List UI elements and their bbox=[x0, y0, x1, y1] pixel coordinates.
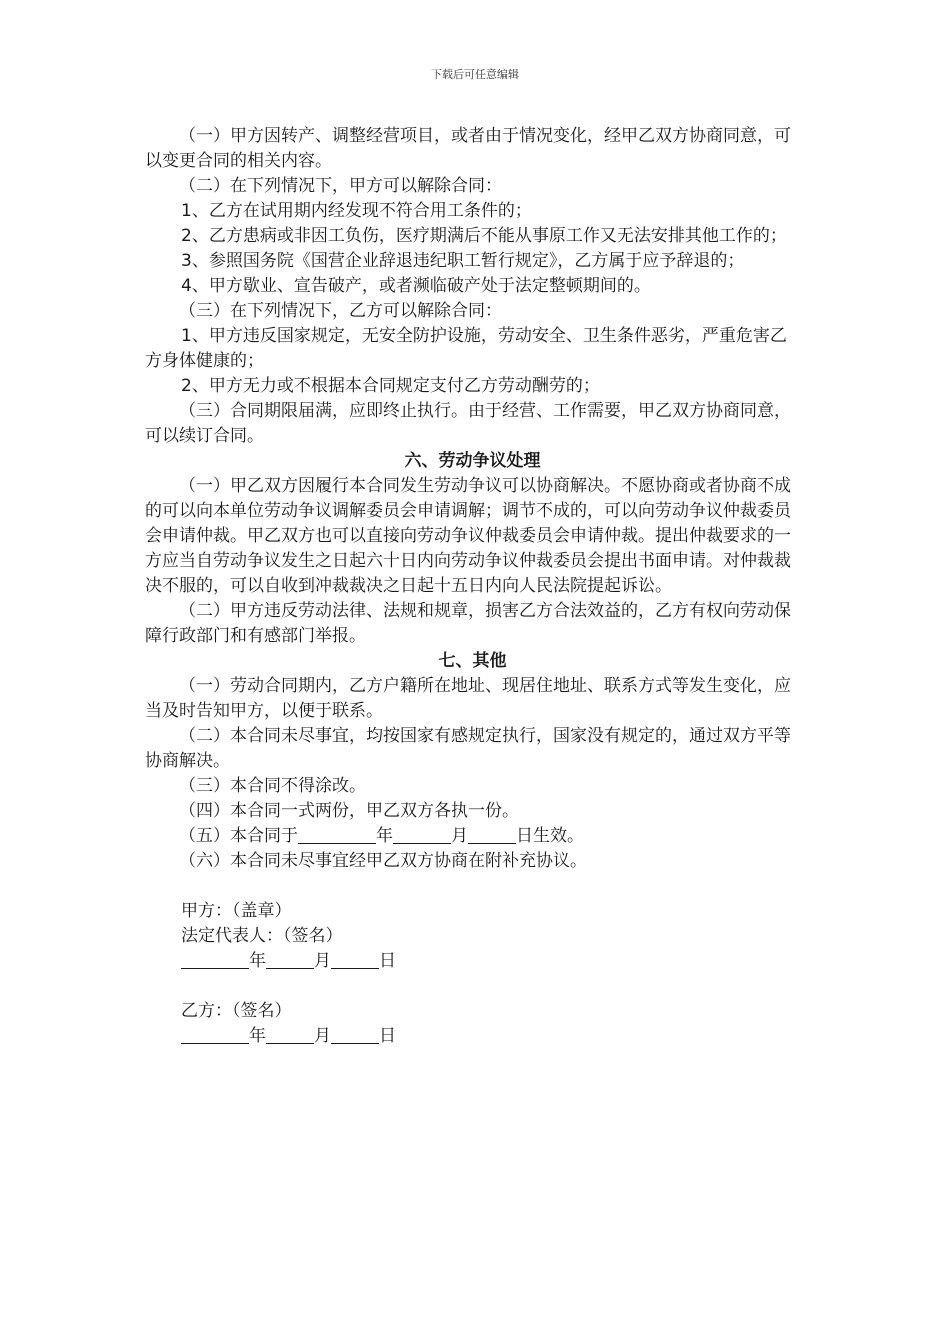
paragraph: （二）甲方违反劳动法律、法规和规章，损害乙方合法效益的，乙方有权向劳动保障行政部门和有感部门举报。 bbox=[145, 601, 791, 646]
paragraph: （一）劳动合同期内，乙方户籍所在地址、现居住地址、联系方式等发生变化，应当及时告知甲方，以便于联系。 bbox=[145, 676, 791, 721]
paragraph: （一）甲方因转产、调整经营项目，或者由于情况变化，经甲乙双方协商同意，可以变更合同的相关内容。 bbox=[145, 126, 791, 171]
effective-date-line bbox=[145, 824, 800, 849]
list-item: 4、甲方歇业、宣告破产，或者濒临破产处于法定整顿期间的。 bbox=[181, 276, 651, 296]
section-heading-dispute: 六、劳动争议处理 bbox=[404, 451, 541, 471]
year-blank bbox=[181, 950, 249, 969]
year-label: 年 bbox=[376, 826, 393, 846]
year-blank bbox=[298, 825, 376, 844]
party-b-date-line bbox=[145, 1024, 800, 1049]
list-item: 2、甲方无力或不根据本合同规定支付乙方劳动酬劳的； bbox=[181, 376, 600, 396]
paragraph: （二）在下列情况下，甲方可以解除合同： bbox=[179, 176, 502, 196]
day-label: 日生效。 bbox=[516, 826, 584, 846]
month-label: 月 bbox=[314, 951, 331, 971]
document-body bbox=[145, 124, 800, 1049]
day-blank bbox=[331, 1025, 379, 1044]
paragraph: （二）本合同未尽事宜，均按国家有感规定执行，国家没有规定的，通过双方平等协商解决。 bbox=[145, 726, 791, 771]
month-blank bbox=[266, 950, 314, 969]
list-item: 1、甲方违反国家规定，无安全防护设施，劳动安全、卫生条件恶劣，严重危害乙方身体健康的； bbox=[145, 326, 787, 371]
month-label: 月 bbox=[314, 1026, 331, 1046]
year-label: 年 bbox=[249, 951, 266, 971]
paragraph: （六）本合同未尽事宜经甲乙双方协商在附补充协议。 bbox=[179, 851, 587, 871]
day-blank bbox=[331, 950, 379, 969]
party-a-signature: 甲方：（盖章） bbox=[181, 901, 292, 921]
paragraph: （三）合同期限届满，应即终止执行。由于经营、工作需要，甲乙双方协商同意，可以续订合同。 bbox=[145, 401, 791, 446]
month-label: 月 bbox=[451, 826, 468, 846]
paragraph: （三）本合同不得涂改。 bbox=[179, 776, 366, 796]
party-b-signature: 乙方：（签名） bbox=[181, 1001, 292, 1021]
page-header: 下载后可任意编辑 bbox=[431, 68, 519, 81]
list-item: 2、乙方患病或非因工负伤，医疗期满后不能从事原工作又无法安排其他工作的； bbox=[181, 226, 787, 246]
paragraph: （四）本合同一式两份，甲乙双方各执一份。 bbox=[179, 801, 519, 821]
party-a-date-line bbox=[145, 949, 800, 974]
list-item: 1、乙方在试用期内经发现不符合用工条件的； bbox=[181, 201, 532, 221]
paragraph: （一）甲乙双方因履行本合同发生劳动争议可以协商解决。不愿协商或者协商不成的可以向本单位劳动争议调解委员会申请调解；调节不成的，可以向劳动争议仲裁委员会申请仲裁。甲乙双方也可以直接向劳动争议仲裁委员会申请仲裁。提出仲裁要求的一方应当自劳动争议发生之日起六十日内向劳动争议仲裁委员会提出书面申请。对仲裁裁决不服的，可以自收到冲裁裁决之日起十五日内向人民法院提起诉讼。 bbox=[145, 476, 791, 596]
list-item: 3、参照国务院《国营企业辞退违纪职工暂行规定》，乙方属于应予辞退的； bbox=[181, 251, 745, 271]
section-heading-other: 七、其他 bbox=[438, 651, 507, 671]
effective-date-prefix: （五）本合同于 bbox=[179, 826, 298, 846]
legal-rep-signature: 法定代表人：（签名） bbox=[181, 926, 343, 946]
month-blank bbox=[393, 825, 451, 844]
year-label: 年 bbox=[249, 1026, 266, 1046]
paragraph: （三）在下列情况下，乙方可以解除合同： bbox=[179, 301, 502, 321]
day-blank bbox=[468, 825, 516, 844]
year-blank bbox=[181, 1025, 249, 1044]
month-blank bbox=[266, 1025, 314, 1044]
day-label: 日 bbox=[379, 1026, 396, 1046]
day-label: 日 bbox=[379, 951, 396, 971]
